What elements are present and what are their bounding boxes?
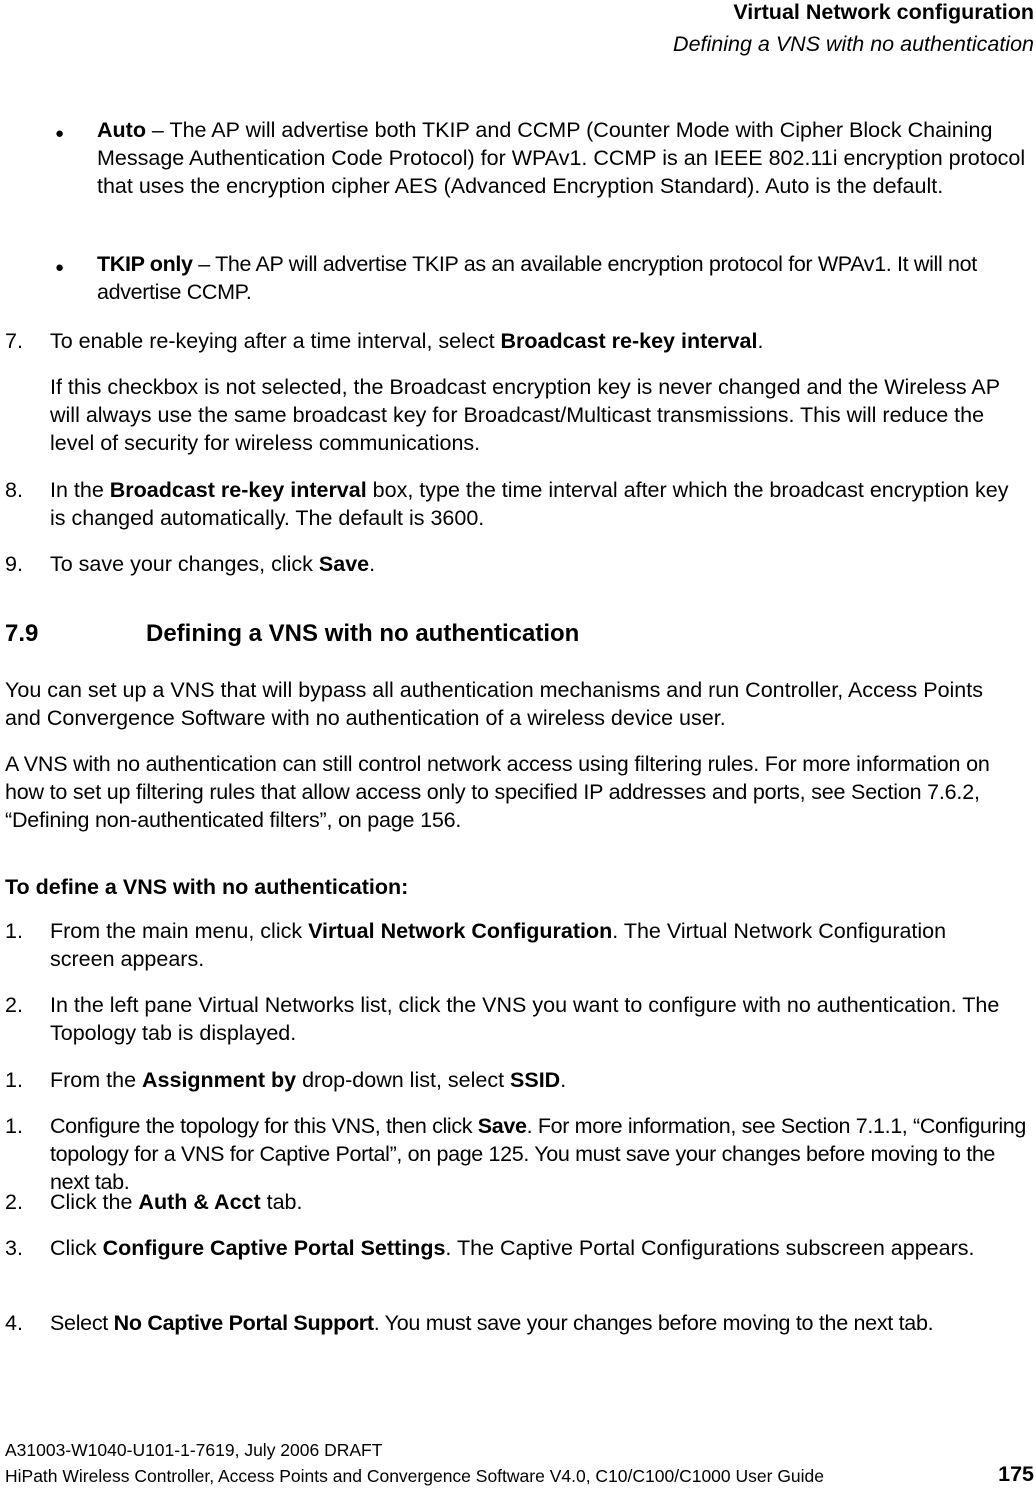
section-title: Defining a VNS with no authentication <box>146 620 580 647</box>
step-text: Configure the topology for this VNS, then click Save. For more information, see Section 7.1.1, “Configuring topology for a VNS for Captive Portal”, on page 125. You must save your changes before moving to the next tab. <box>50 1114 1026 1194</box>
step-number: 3. <box>5 1236 23 1260</box>
bullet-icon: ● <box>55 125 65 142</box>
step-number: 9. <box>5 552 23 576</box>
step-text: From the Assignment by drop-down list, select SSID. <box>50 1068 567 1092</box>
page-number: 175 <box>998 1462 1034 1486</box>
step-number: 8. <box>5 478 23 502</box>
step-text: Click Configure Captive Portal Settings. The Captive Portal Configurations subscreen appears. <box>50 1236 975 1260</box>
step-number: 1. <box>5 919 23 943</box>
bullet-item-tkip: TKIP only – The AP will advertise TKIP as an available encryption protocol for WPAv1. It will not advertise CCMP. <box>97 252 977 304</box>
bullet-item-auto: Auto – The AP will advertise both TKIP and CCMP (Counter Mode with Cipher Block Chaining Message Authentication Code Protocol) for WPAv1. CCMP is an IEEE 802.11i encryption protocol that uses the encryption cipher AES (Advanced Encryption Standard). Auto is the default. <box>97 118 1026 198</box>
step-number: 1. <box>5 1114 23 1138</box>
running-header-title: Virtual Network configuration <box>733 0 1034 24</box>
step-number: 2. <box>5 993 23 1017</box>
procedure-heading: To define a VNS with no authentication: <box>5 875 409 899</box>
step-text: From the main menu, click Virtual Network Configuration. The Virtual Network Configuration screen appears. <box>50 919 947 971</box>
step-text: In the left pane Virtual Networks list, click the VNS you want to configure with no authentication. The Topology tab is displayed. <box>50 993 1000 1045</box>
section-paragraph: You can set up a VNS that will bypass all authentication mechanisms and run Controller, Access Points and Convergence Software with no authentication of a wireless device user. <box>5 678 983 730</box>
step-number: 2. <box>5 1190 23 1214</box>
step-text: Select No Captive Portal Support. You must save your changes before moving to the next tab. <box>50 1311 934 1335</box>
footer-doc-id: A31003-W1040-U101-1-7619, July 2006 DRAFT <box>5 1440 383 1460</box>
running-header-subtitle: Defining a VNS with no authentication <box>673 32 1034 56</box>
step-number: 7. <box>5 329 23 353</box>
step-text: To save your changes, click Save. <box>50 552 376 576</box>
bullet-icon: ● <box>55 259 65 276</box>
section-paragraph: A VNS with no authentication can still control network access using filtering rules. For more information on how to set up filtering rules that allow access only to specified IP addresses and ports, see Section 7.6.2, “Defining non-authenticated filters”, on page 156. <box>5 752 990 832</box>
section-number: 7.9 <box>5 620 39 647</box>
step-text: To enable re-keying after a time interval, select Broadcast re-key interval. <box>50 329 764 353</box>
step-text: Click the Auth & Acct tab. <box>50 1190 303 1214</box>
footer-product: HiPath Wireless Controller, Access Points and Convergence Software V4.0, C10/C100/C1000 User Guide <box>5 1466 825 1486</box>
step-number: 4. <box>5 1311 23 1335</box>
step-number: 1. <box>5 1068 23 1092</box>
step-text: In the Broadcast re-key interval box, type the time interval after which the broadcast encryption key is changed automatically. The default is 3600. <box>50 478 1009 530</box>
step-note: If this checkbox is not selected, the Broadcast encryption key is never changed and the Wireless AP will always use the same broadcast key for Broadcast/Multicast transmissions. This will reduce the level of security for wireless communications. <box>50 375 1000 455</box>
